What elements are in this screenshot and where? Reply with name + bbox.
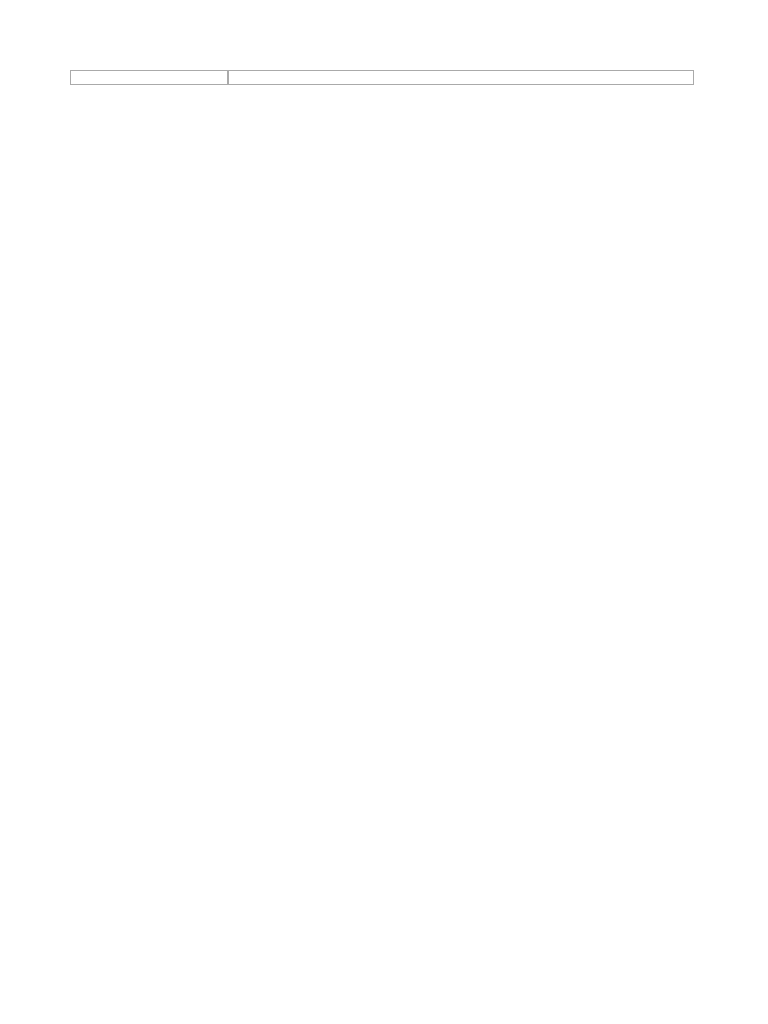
code-box — [228, 70, 694, 85]
company-box — [70, 70, 228, 85]
